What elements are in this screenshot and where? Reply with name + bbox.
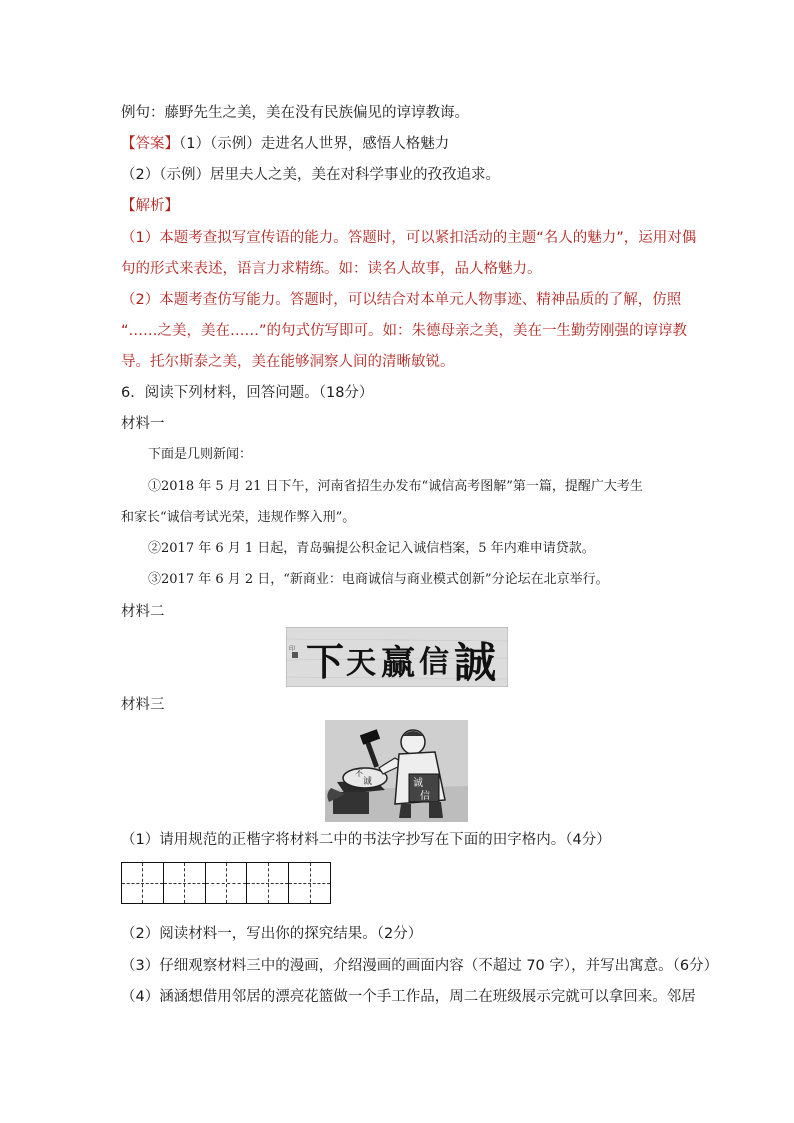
tianzi-cell-4[interactable] bbox=[247, 863, 289, 903]
calligraphy-char-3: 赢 bbox=[381, 643, 415, 683]
tianzi-cell-3[interactable] bbox=[206, 863, 248, 903]
analysis-p2-line3: 导。托尔斯泰之美，美在能够洞察人间的清晰敏锐。 bbox=[121, 354, 455, 370]
cartoon-label-left: 不 bbox=[355, 769, 363, 778]
cartoon-image bbox=[325, 720, 468, 822]
answer-text-1: （1）（示例）走进名人世界，感悟人格魅力 bbox=[179, 136, 450, 152]
news-item-1-line2: 和家长“诚信考试光荣，违规作弊入刑”。 bbox=[121, 510, 356, 525]
news-item-2: ②2017 年 6 月 1 日起，青岛骗提公积金记入诚信档案，5 年内难申请贷款。 bbox=[148, 541, 595, 556]
answer-label: 【答案】 bbox=[121, 136, 179, 152]
tianzi-grid[interactable] bbox=[121, 862, 331, 904]
tianzi-cell-2[interactable] bbox=[164, 863, 206, 903]
svg-text:诚: 诚 bbox=[363, 777, 373, 787]
calligraphy-char-4: 天 bbox=[346, 646, 376, 681]
cartoon-label-right: 诚 bbox=[413, 778, 423, 789]
calligraphy-char-1: 誠 bbox=[454, 638, 497, 687]
question-4: （4）涵涵想借用邻居的漂亮花篮做一个手工作品，周二在班级展示完就可以拿回来。邻居 bbox=[121, 989, 696, 1005]
material-2-title: 材料二 bbox=[121, 604, 165, 620]
tianzi-cell-5[interactable] bbox=[289, 863, 330, 903]
question-2: （2）阅读材料一，写出你的探究结果。（2分） bbox=[121, 926, 423, 942]
tianzi-cell-1[interactable] bbox=[122, 863, 164, 903]
analysis-p2-line1: （2）本题考查仿写能力。答题时，可以结合对本单元人物事迹、精神品质的了解，仿照 bbox=[121, 292, 682, 308]
calligraphy-image bbox=[286, 627, 508, 687]
news-item-3: ③2017 年 6 月 2 日，“新商业：电商诚信与商业模式创新”分论坛在北京举行。 bbox=[148, 572, 609, 587]
question-6-title: 6．阅读下列材料，回答问题。（18分） bbox=[121, 385, 374, 401]
answer-line-2: （2）（示例）居里夫人之美，美在对科学事业的孜孜追求。 bbox=[121, 167, 500, 183]
news-item-1-line1: ①2018 年 5 月 21 日下午，河南省招生办发布“诚信高考图解”第一篇，提醒广大考生 bbox=[148, 479, 643, 494]
example-sentence: 例句：藤野先生之美，美在没有民族偏见的谆谆教诲。 bbox=[121, 105, 469, 121]
question-1: （1）请用规范的正楷字将材料二中的书法字抄写在下面的田字格内。（4分） bbox=[121, 832, 611, 848]
calligraphy-char-5: 下 bbox=[306, 639, 345, 684]
answer-line-1 bbox=[121, 134, 449, 154]
material-3-title: 材料三 bbox=[121, 697, 165, 713]
analysis-label: 【解析】 bbox=[121, 198, 179, 214]
analysis-p1-line2: 句的形式来表述，语言力求精练。如：读名人故事，品人格魅力。 bbox=[121, 261, 542, 277]
analysis-p2-line2: “……之美，美在……”的句式仿写即可。如：朱德母亲之美，美在一生勤劳刚强的谆谆教 bbox=[121, 323, 688, 339]
material-1-title: 材料一 bbox=[121, 416, 165, 432]
calligraphy-char-2: 信 bbox=[419, 645, 449, 680]
svg-text:信: 信 bbox=[420, 791, 430, 802]
news-intro: 下面是几则新闻： bbox=[148, 447, 253, 462]
question-3: （3）仔细观察材料三中的漫画，介绍漫画的画面内容（不超过 70 字），并写出寓意。（6分） bbox=[121, 958, 719, 974]
analysis-p1-line1: （1）本题考查拟写宣传语的能力。答题时，可以紧扣活动的主题“名人的魅力”，运用对偶 bbox=[121, 230, 697, 246]
svg-text:印: 印 bbox=[287, 645, 295, 651]
